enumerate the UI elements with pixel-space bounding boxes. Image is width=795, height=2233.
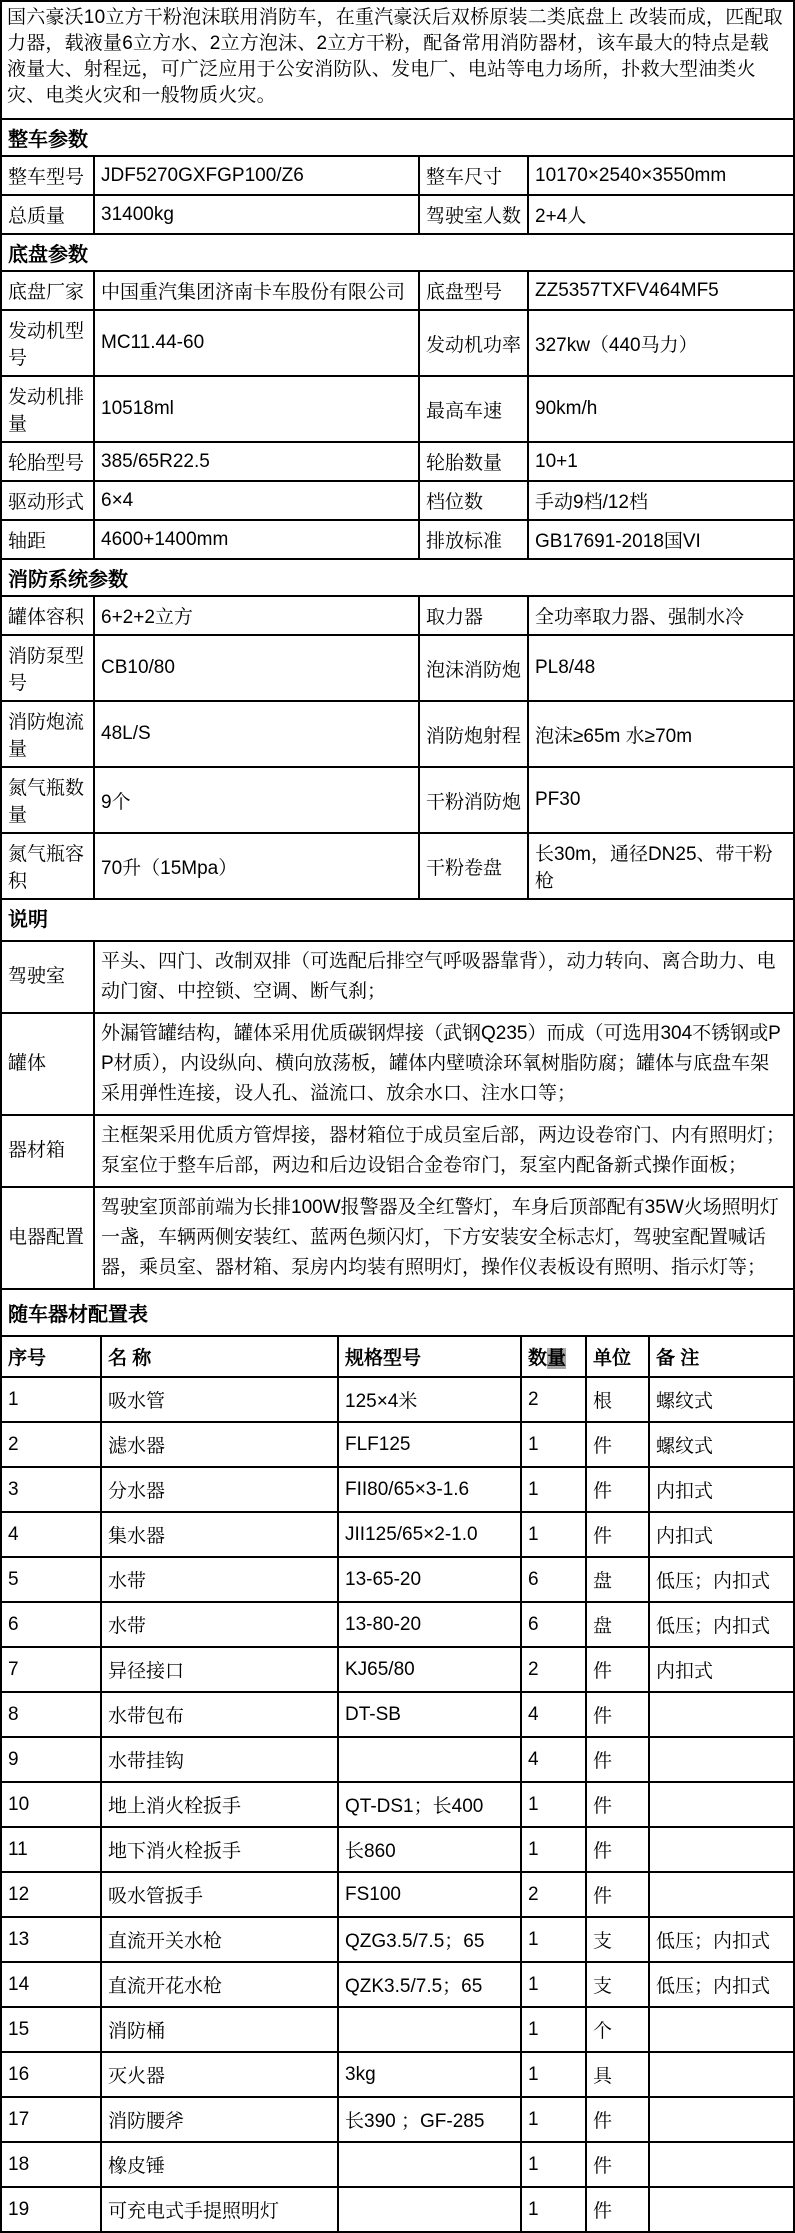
spec-label: 轮胎型号 [1, 442, 94, 481]
equipment-cell-unit: 件 [586, 2187, 649, 2232]
spec-label: 驱动形式 [1, 481, 94, 520]
equipment-cell-quantity: 4 [521, 1692, 586, 1737]
spec-value: 48L/S [94, 701, 419, 767]
spec-row [1, 767, 794, 833]
equipment-cell-model: FII80/65×3-1.6 [338, 1467, 521, 1512]
spec-label: 氮气瓶容积 [1, 833, 94, 899]
note-row [1, 1115, 794, 1187]
equipment-cell-name: 可充电式手提照明灯 [101, 2187, 338, 2232]
equipment-table [0, 1288, 795, 2233]
note-text: 主框架采用优质方管焊接，器材箱位于成员室后部，两边设卷帘门、内有照明灯；泵室位于整车后部，两边和后边设铝合金卷帘门，泵室内配备新式操作面板； [94, 1115, 794, 1187]
equipment-cell-remark [649, 2097, 794, 2142]
equipment-cell-model: 长860 [338, 1827, 521, 1872]
spec-row [1, 833, 794, 899]
equipment-cell-model [338, 1737, 521, 1782]
equipment-cell-quantity: 2 [521, 1647, 586, 1692]
equipment-cell-name: 灭火器 [101, 2052, 338, 2097]
note-label: 电器配置 [1, 1187, 94, 1289]
equipment-cell-name: 吸水管 [101, 1377, 338, 1422]
equipment-cell-index: 1 [1, 1377, 101, 1422]
spec-label: 干粉卷盘 [419, 833, 528, 899]
equipment-cell-remark: 内扣式 [649, 1467, 794, 1512]
note-label: 罐体 [1, 1013, 94, 1115]
equipment-cell-unit: 件 [586, 1512, 649, 1557]
equipment-cell-unit: 支 [586, 1962, 649, 2007]
col-header-remark: 备 注 [649, 1336, 794, 1377]
equipment-cell-quantity: 1 [521, 1962, 586, 2007]
equipment-cell-unit: 具 [586, 2052, 649, 2097]
equipment-cell-name: 水带 [101, 1557, 338, 1602]
equipment-cell-unit: 件 [586, 1692, 649, 1737]
equipment-cell-index: 17 [1, 2097, 101, 2142]
spec-label: 驾驶室人数 [419, 195, 528, 234]
equipment-cell-quantity: 1 [521, 2142, 586, 2187]
equipment-cell-unit: 盘 [586, 1557, 649, 1602]
equipment-cell-quantity: 6 [521, 1602, 586, 1647]
equipment-cell-remark [649, 2187, 794, 2232]
spec-row [1, 156, 794, 195]
equipment-cell-quantity: 2 [521, 1872, 586, 1917]
equipment-cell-index: 10 [1, 1782, 101, 1827]
spec-row [1, 635, 794, 701]
equipment-cell-model: DT-SB [338, 1692, 521, 1737]
equipment-cell-model: 13-80-20 [338, 1602, 521, 1647]
equipment-cell-index: 13 [1, 1917, 101, 1962]
equipment-cell-model: 3kg [338, 2052, 521, 2097]
col-header-index: 序号 [1, 1336, 101, 1377]
notes-table [0, 898, 795, 1290]
equipment-cell-index: 18 [1, 2142, 101, 2187]
equipment-cell-unit: 根 [586, 1377, 649, 1422]
equipment-cell-quantity: 1 [521, 1917, 586, 1962]
equipment-row [1, 2097, 794, 2142]
equipment-cell-model: KJ65/80 [338, 1647, 521, 1692]
spec-label: 发动机型号 [1, 310, 94, 376]
spec-label: 发动机功率 [419, 310, 528, 376]
equipment-cell-unit: 件 [586, 1782, 649, 1827]
equipment-cell-quantity: 6 [521, 1557, 586, 1602]
equipment-cell-model: QT-DS1；长400 [338, 1782, 521, 1827]
spec-value: 10170×2540×3550mm [528, 156, 794, 195]
equipment-cell-name: 地下消火栓扳手 [101, 1827, 338, 1872]
spec-row [1, 271, 794, 310]
equipment-row [1, 1782, 794, 1827]
section-title-equipment: 随车器材配置表 [1, 1289, 794, 1336]
equipment-cell-index: 9 [1, 1737, 101, 1782]
equipment-cell-quantity: 1 [521, 1422, 586, 1467]
equipment-cell-model [338, 2187, 521, 2232]
equipment-row [1, 1827, 794, 1872]
equipment-cell-unit: 件 [586, 1467, 649, 1512]
equipment-cell-remark: 低压；内扣式 [649, 1557, 794, 1602]
equipment-row [1, 1467, 794, 1512]
spec-label: 消防泵型号 [1, 635, 94, 701]
equipment-row [1, 1422, 794, 1467]
spec-label: 底盘厂家 [1, 271, 94, 310]
spec-label: 整车型号 [1, 156, 94, 195]
equipment-cell-name: 消防桶 [101, 2007, 338, 2052]
equipment-cell-model: 13-65-20 [338, 1557, 521, 1602]
col-header-unit: 单位 [586, 1336, 649, 1377]
equipment-cell-remark: 低压；内扣式 [649, 1962, 794, 2007]
note-label: 器材箱 [1, 1115, 94, 1187]
equipment-cell-unit: 件 [586, 1827, 649, 1872]
spec-label: 总质量 [1, 195, 94, 234]
spec-row [1, 596, 794, 635]
equipment-row [1, 1557, 794, 1602]
equipment-row [1, 1872, 794, 1917]
equipment-cell-remark: 螺纹式 [649, 1377, 794, 1422]
note-text: 外漏管罐结构，罐体采用优质碳钢焊接（武钢Q235）而成（可选用304不锈钢或PP材质），内设纵向、横向放荡板，罐体内壁喷涂环氧树脂防腐；罐体与底盘车架采用弹性连接，设人孔、溢流口、放余水口、注水口等； [94, 1013, 794, 1115]
spec-value: ZZ5357TXFV464MF5 [528, 271, 794, 310]
note-text: 平头、四门、改制双排（可选配后排空气呼吸器靠背），动力转向、离合助力、电动门窗、中控锁、空调、断气刹； [94, 941, 794, 1013]
spec-value: 31400kg [94, 195, 419, 234]
spec-label: 底盘型号 [419, 271, 528, 310]
spec-row [1, 195, 794, 234]
spec-value: 泡沫≥65m 水≥70m [528, 701, 794, 767]
quantity-header-highlighted-char: 量 [547, 1348, 567, 1369]
equipment-cell-remark [649, 1782, 794, 1827]
equipment-cell-quantity: 1 [521, 1512, 586, 1557]
spec-label: 氮气瓶数量 [1, 767, 94, 833]
note-text: 驾驶室顶部前端为长排100W报警器及全红警灯，车身后顶部配有35W火场照明灯一盏，车辆两侧安装红、蓝两色频闪灯，下方安装安全标志灯，驾驶室配置喊话器，乘员室、器材箱、泵房内均装有照明灯，操作仪表板设有照明、指示灯等； [94, 1187, 794, 1289]
equipment-cell-remark [649, 2052, 794, 2097]
spec-value: PL8/48 [528, 635, 794, 701]
equipment-cell-name: 消防腰斧 [101, 2097, 338, 2142]
spec-label: 排放标准 [419, 520, 528, 559]
equipment-cell-quantity: 1 [521, 2097, 586, 2142]
section-title-notes: 说明 [1, 899, 794, 941]
equipment-cell-model: 125×4米 [338, 1377, 521, 1422]
note-label: 驾驶室 [1, 941, 94, 1013]
equipment-cell-index: 19 [1, 2187, 101, 2232]
equipment-cell-model: QZK3.5/7.5；65 [338, 1962, 521, 2007]
equipment-cell-name: 水带挂钩 [101, 1737, 338, 1782]
spec-row [1, 310, 794, 376]
spec-value: CB10/80 [94, 635, 419, 701]
spec-label: 泡沫消防炮 [419, 635, 528, 701]
equipment-cell-model [338, 2007, 521, 2052]
equipment-cell-index: 4 [1, 1512, 101, 1557]
spec-row [1, 701, 794, 767]
equipment-cell-remark: 内扣式 [649, 1512, 794, 1557]
equipment-cell-quantity: 2 [521, 1377, 586, 1422]
equipment-cell-unit: 个 [586, 2007, 649, 2052]
spec-label: 轴距 [1, 520, 94, 559]
equipment-row [1, 1692, 794, 1737]
equipment-cell-unit: 件 [586, 1422, 649, 1467]
equipment-cell-model: 长390 ；GF-285 [338, 2097, 521, 2142]
equipment-row [1, 1962, 794, 2007]
equipment-row [1, 1737, 794, 1782]
section-chassis-params [1, 234, 794, 559]
equipment-cell-name: 直流开关水枪 [101, 1917, 338, 1962]
spec-label: 干粉消防炮 [419, 767, 528, 833]
equipment-cell-name: 分水器 [101, 1467, 338, 1512]
equipment-cell-model [338, 2142, 521, 2187]
spec-value: 9个 [94, 767, 419, 833]
equipment-cell-quantity: 1 [521, 1782, 586, 1827]
equipment-cell-unit: 件 [586, 1647, 649, 1692]
equipment-cell-index: 5 [1, 1557, 101, 1602]
spec-value: 4600+1400mm [94, 520, 419, 559]
equipment-cell-model: QZG3.5/7.5；65 [338, 1917, 521, 1962]
equipment-cell-quantity: 1 [521, 1467, 586, 1512]
equipment-header-row [1, 1336, 794, 1377]
spec-label: 档位数 [419, 481, 528, 520]
equipment-cell-index: 11 [1, 1827, 101, 1872]
spec-row [1, 520, 794, 559]
note-row [1, 1013, 794, 1115]
col-header-name: 名 称 [101, 1336, 338, 1377]
spec-label: 发动机排量 [1, 376, 94, 442]
spec-label: 消防炮射程 [419, 701, 528, 767]
equipment-cell-remark [649, 1827, 794, 1872]
equipment-cell-model: FLF125 [338, 1422, 521, 1467]
spec-row [1, 442, 794, 481]
equipment-cell-index: 16 [1, 2052, 101, 2097]
spec-value: 长30m，通径DN25、带干粉枪 [528, 833, 794, 899]
equipment-cell-name: 集水器 [101, 1512, 338, 1557]
equipment-row [1, 1602, 794, 1647]
equipment-cell-remark [649, 1692, 794, 1737]
equipment-cell-remark [649, 2142, 794, 2187]
section-vehicle-params [1, 119, 794, 234]
equipment-cell-remark: 内扣式 [649, 1647, 794, 1692]
equipment-cell-name: 橡皮锤 [101, 2142, 338, 2187]
equipment-cell-name: 异径接口 [101, 1647, 338, 1692]
spec-value: PF30 [528, 767, 794, 833]
equipment-cell-model: FS100 [338, 1872, 521, 1917]
equipment-cell-name: 滤水器 [101, 1422, 338, 1467]
spec-value: 手动9档/12档 [528, 481, 794, 520]
equipment-cell-name: 直流开花水枪 [101, 1962, 338, 2007]
equipment-cell-remark [649, 1737, 794, 1782]
equipment-row [1, 2187, 794, 2232]
spec-value: 10+1 [528, 442, 794, 481]
spec-value: GB17691-2018国VI [528, 520, 794, 559]
equipment-cell-unit: 盘 [586, 1602, 649, 1647]
equipment-cell-index: 3 [1, 1467, 101, 1512]
note-row [1, 1187, 794, 1289]
equipment-cell-quantity: 1 [521, 1827, 586, 1872]
equipment-cell-quantity: 1 [521, 2187, 586, 2232]
spec-value: 90km/h [528, 376, 794, 442]
spec-label: 最高车速 [419, 376, 528, 442]
equipment-cell-index: 7 [1, 1647, 101, 1692]
equipment-cell-quantity: 1 [521, 2007, 586, 2052]
spec-value: 327kw（440马力） [528, 310, 794, 376]
equipment-row [1, 1917, 794, 1962]
spec-value: 中国重汽集团济南卡车股份有限公司 [94, 271, 419, 310]
equipment-row [1, 1647, 794, 1692]
spec-value: 10518ml [94, 376, 419, 442]
equipment-cell-name: 水带包布 [101, 1692, 338, 1737]
spec-value: 6×4 [94, 481, 419, 520]
spec-value: 6+2+2立方 [94, 596, 419, 635]
equipment-cell-unit: 支 [586, 1917, 649, 1962]
equipment-cell-unit: 件 [586, 2097, 649, 2142]
equipment-cell-name: 地上消火栓扳手 [101, 1782, 338, 1827]
equipment-cell-unit: 件 [586, 2142, 649, 2187]
equipment-row [1, 1377, 794, 1422]
section-title-chassis: 底盘参数 [1, 234, 794, 271]
spec-table [0, 118, 795, 900]
equipment-cell-quantity: 1 [521, 2052, 586, 2097]
spec-value: 70升（15Mpa） [94, 833, 419, 899]
equipment-cell-index: 12 [1, 1872, 101, 1917]
spec-label: 轮胎数量 [419, 442, 528, 481]
equipment-cell-index: 15 [1, 2007, 101, 2052]
equipment-cell-unit: 件 [586, 1872, 649, 1917]
equipment-row [1, 2007, 794, 2052]
equipment-cell-model: JII125/65×2-1.0 [338, 1512, 521, 1557]
equipment-cell-unit: 件 [586, 1737, 649, 1782]
spec-label: 整车尺寸 [419, 156, 528, 195]
equipment-cell-index: 8 [1, 1692, 101, 1737]
equipment-cell-remark: 低压；内扣式 [649, 1917, 794, 1962]
equipment-cell-name: 水带 [101, 1602, 338, 1647]
equipment-cell-remark: 低压；内扣式 [649, 1602, 794, 1647]
equipment-cell-name: 吸水管扳手 [101, 1872, 338, 1917]
spec-label: 消防炮流量 [1, 701, 94, 767]
note-row [1, 941, 794, 1013]
section-title-vehicle: 整车参数 [1, 119, 794, 156]
section-fire-system-params [1, 559, 794, 899]
spec-value: 全功率取力器、强制水冷 [528, 596, 794, 635]
spec-value: JDF5270GXFGP100/Z6 [94, 156, 419, 195]
spec-value: 2+4人 [528, 195, 794, 234]
spec-value: 385/65R22.5 [94, 442, 419, 481]
spec-row [1, 376, 794, 442]
quantity-header-text: 数 [528, 1348, 548, 1369]
col-header-model: 规格型号 [338, 1336, 521, 1377]
equipment-cell-remark [649, 1872, 794, 1917]
spec-label: 罐体容积 [1, 596, 94, 635]
equipment-cell-remark [649, 2007, 794, 2052]
equipment-cell-index: 14 [1, 1962, 101, 2007]
intro-paragraph: 国六豪沃10立方干粉泡沫联用消防车，在重汽豪沃后双桥原装二类底盘上 改装而成，匹配取力器，载液量6立方水、2立方泡沫、2立方干粉，配备常用消防器材，该车最大的特点是载液量大、射程远，可广泛应用于公安消防队、发电厂、电站等电力场所，扑救大型油类火灾、电类火灾和一般物质火灾。 [0, 0, 795, 120]
spec-value: MC11.44-60 [94, 310, 419, 376]
equipment-row [1, 2142, 794, 2187]
equipment-row [1, 2052, 794, 2097]
equipment-cell-quantity: 4 [521, 1737, 586, 1782]
col-header-quantity [521, 1336, 586, 1377]
equipment-cell-index: 2 [1, 1422, 101, 1467]
equipment-row [1, 1512, 794, 1557]
equipment-cell-index: 6 [1, 1602, 101, 1647]
section-title-fire-system: 消防系统参数 [1, 559, 794, 596]
spec-label: 取力器 [419, 596, 528, 635]
equipment-cell-remark: 螺纹式 [649, 1422, 794, 1467]
spec-row [1, 481, 794, 520]
